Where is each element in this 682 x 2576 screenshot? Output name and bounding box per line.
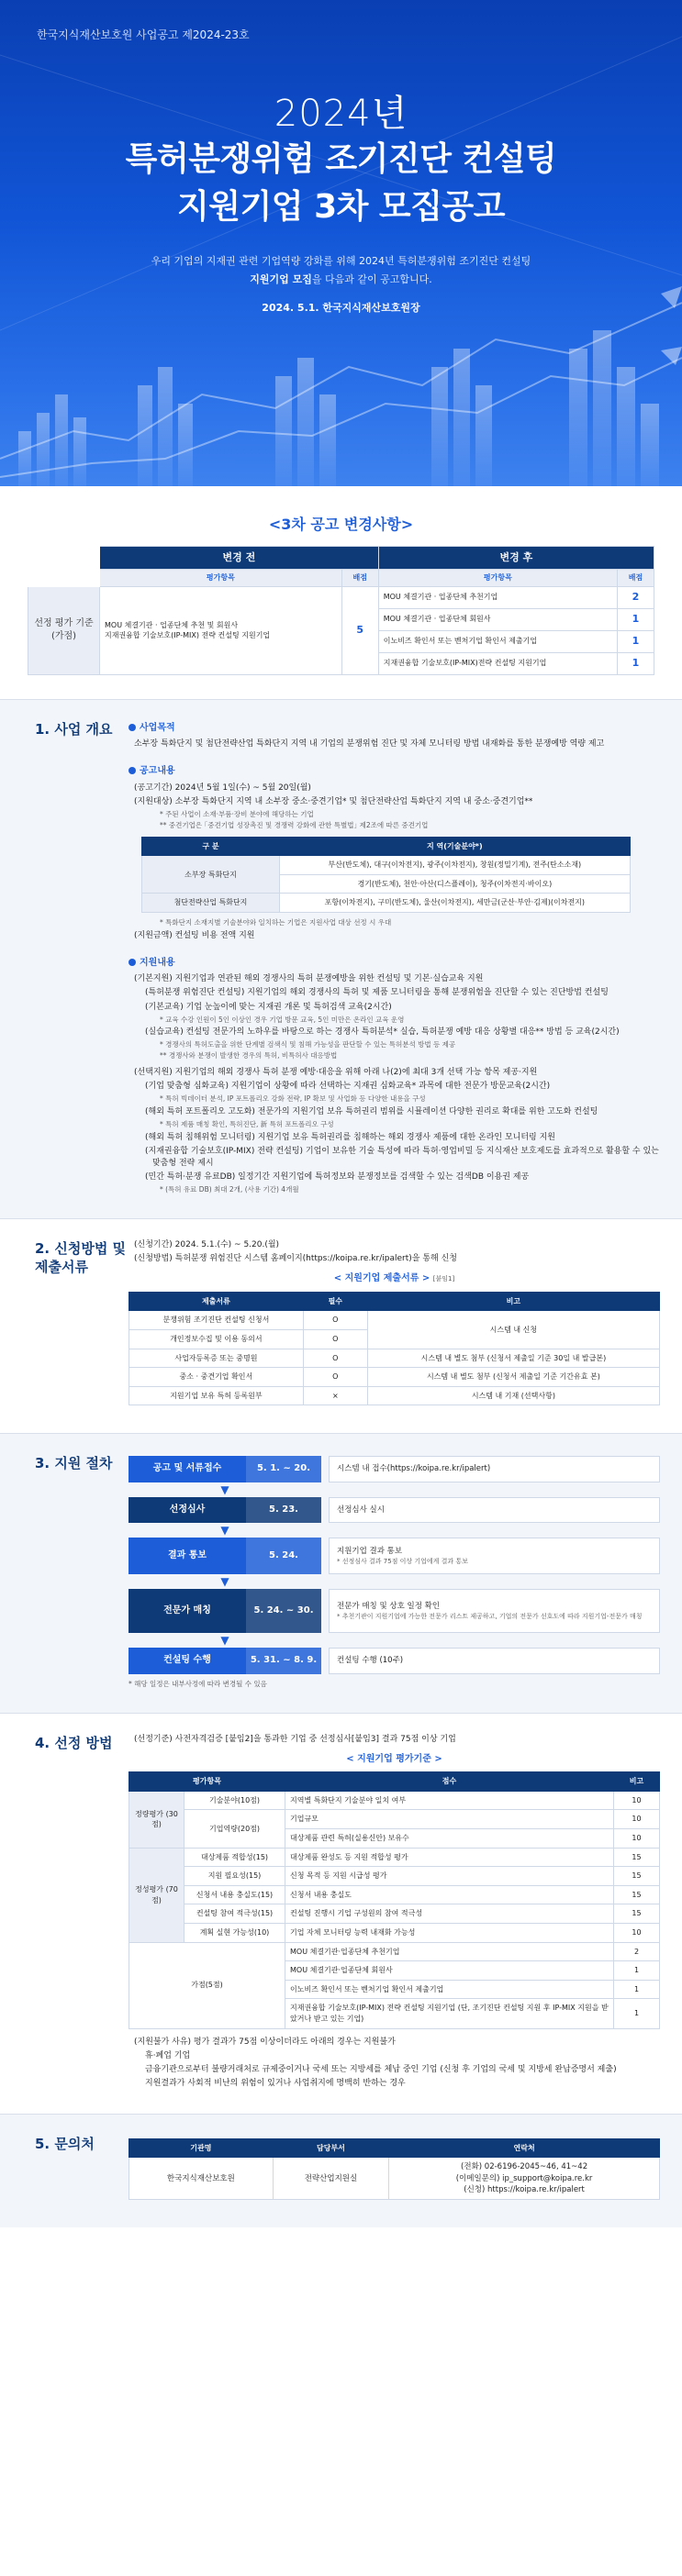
section-label: 5. 문의처 — [35, 2135, 95, 2152]
hero-lead-rest: 을 다음과 같이 공고합니다. — [311, 272, 432, 285]
table-cell: 1 — [614, 1999, 660, 2028]
subheading-text: 공고내용 — [140, 766, 175, 777]
arrow-down-icon: ▼ — [220, 1482, 229, 1496]
after-item: MOU 체결기관 · 업종단체 추천기업 — [378, 586, 617, 608]
col-item: 평가항목 — [378, 570, 617, 587]
table-cell: 이노비즈 확인서 또는 벤처기업 확인서 제출기업 — [285, 1980, 614, 1999]
table-cell: O — [303, 1329, 367, 1349]
table-header: 지 역(기술분야*) — [280, 837, 631, 856]
contact-phone: (전화) 02-6196-2045~46, 41~42 — [461, 2162, 588, 2172]
table-cell: 지원기업 보유 특허 등록원부 — [129, 1386, 304, 1405]
caption-text: < 지원기업 제출서류 > — [333, 1273, 430, 1284]
list-item: (지재권융합 기술보호(IP-MIX) 전략 컨설팅) 기업이 보유한 기술 특성에 따라 특허·영업비밀 등 지식재산 보호제도를 효과적으로 활용할 수 있는 맞춤형 전략 제시 — [145, 1147, 659, 1169]
table-cell: 기업규모 — [285, 1810, 614, 1829]
table-header: 필수 — [303, 1292, 367, 1311]
contact-org: 한국지식재산보호원 — [129, 2158, 274, 2200]
after-item: 이노비즈 확인서 또는 벤처기업 확인서 제출기업 — [378, 630, 617, 652]
step-date: 5. 31. ~ 8. 9. — [246, 1648, 321, 1674]
table-cell: 사업자등록증 또는 중명원 — [129, 1349, 304, 1368]
table-cell: 정량평가 (30점) — [129, 1791, 184, 1848]
arrow-down-icon: ▼ — [220, 1634, 229, 1648]
table-caption — [129, 1272, 660, 1286]
table-cell: 신청서 내용 충실도 — [285, 1885, 614, 1904]
purpose-text: 소부장 특화단지 및 첨단전략산업 특화단지 지역 내 기업의 분쟁위험 진단 및 자체 모니터링 방법 내재화를 통한 분쟁예방 역량 제고 — [134, 739, 605, 749]
table-header: 비고 — [367, 1292, 659, 1311]
notice-amount: (지원금액) 컨설팅 비용 전액 지원 — [134, 930, 255, 940]
contact-info — [389, 2158, 660, 2200]
note: * 해당 일정은 내부사정에 따라 변경될 수 있음 — [129, 1679, 267, 1688]
after-item: MOU 체결기관 · 업종단체 회원사 — [378, 608, 617, 630]
table-header: 연락처 — [389, 2138, 660, 2158]
table-cell: 시스템 내 별도 첨부 (신청서 제출일 기준 기간유효 본) — [367, 1368, 659, 1387]
note: * 교육 수강 인원이 5인 이상인 경우 기업 방문 교육, 5인 미만은 온라인 교육 운영 — [160, 1015, 405, 1024]
table-cell: 10 — [614, 1791, 660, 1810]
row-head: 선정 평가 기준 (가점) — [28, 586, 100, 674]
section-application — [0, 1218, 682, 1433]
section-procedure — [0, 1433, 682, 1712]
list-item: (해외 특허 침해위험 모니터링) 지원기업 보유 특허권리를 침해하는 해외 경쟁사 제품에 대한 온라인 모니터링 지원 — [145, 1133, 556, 1143]
before-score: 5 — [341, 586, 378, 674]
note: ** 경쟁사와 분쟁이 발생한 경우의 특허, 비특허사 대응방법 — [160, 1051, 338, 1060]
after-score: 2 — [618, 586, 654, 608]
contact-link[interactable]: (신청) https://koipa.re.kr/ipalert — [464, 2184, 585, 2194]
process-step — [129, 1589, 660, 1633]
note: ** 중견기업은 ｢중견기업 성장촉진 및 경쟁력 강화에 관한 특별법｣ 제2조에 따른 중견기업 — [160, 820, 429, 829]
before-item: MOU 체결기관 · 업종단체 추천 및 회원사 — [105, 620, 239, 629]
contact-email[interactable]: (이메일문의) ip_support@koipa.re.kr — [455, 2173, 593, 2183]
table-cell: 부산(반도체), 대구(이차전지), 광주(이차전지), 창원(정밀기계), 전주(탄소소재) — [280, 856, 631, 875]
step-name: 결과 통보 — [167, 1550, 207, 1561]
hero-date: 2024. 5.1. 한국지식재산보호원장 — [262, 302, 420, 314]
table-cell: MOU 체결기관·업종단체 추천기업 — [285, 1942, 614, 1961]
table-cell: 대상제품 완성도 등 지원 적합성 평가 — [285, 1848, 614, 1867]
basic-support: (기본지원) 지원기업과 연관된 해외 경쟁사의 특허 분쟁예방을 위한 컨설팅 및 기본·실습교육 지원 — [134, 974, 484, 984]
table-cell: 15 — [614, 1904, 660, 1924]
table-cell: 분쟁위험 조기진단 컨설팅 신청서 — [129, 1311, 304, 1330]
step-desc: 시스템 내 접수(https://koipa.re.kr/ipalert) — [337, 1464, 491, 1474]
table-header: 구 분 — [142, 837, 280, 856]
table-cell: 계획 실현 가능성(10) — [184, 1924, 285, 1943]
list-item: 지원결과가 사회적 비난의 위험이 있거나 사업취지에 명백히 반하는 경우 — [145, 2078, 406, 2088]
table-cell: 지역별 특화단지 기술분야 일치 여부 — [285, 1791, 614, 1810]
step-desc: 선정심사 실시 — [337, 1505, 385, 1515]
table-cell: 10 — [614, 1829, 660, 1849]
caption-ref: [붙임1] — [432, 1275, 455, 1283]
list-item: (기본교육) 기업 눈높이에 맞는 지재권 개론 및 특허검색 교육(2시간) — [145, 1002, 392, 1012]
notice-number: 한국지식재산보호원 사업공고 제2024-23호 — [37, 28, 250, 41]
notice-target: (지원대상) 소부장 특화단지 지역 내 소부장 중소·중견기업* 및 첨단전략산업 특화단지 지역 내 중소·중견기업** — [134, 796, 533, 806]
step-desc: 컨설팅 수행 (10주) — [337, 1656, 404, 1666]
documents-table — [129, 1292, 660, 1406]
table-cell: O — [303, 1368, 367, 1387]
table-header: 평가항목 — [129, 1772, 285, 1792]
contact-table — [129, 2138, 660, 2201]
table-cell: 대상제품 관련 특허(실용신안) 보유수 — [285, 1829, 614, 1849]
note: * 특허 제품 매칭 확인, 특허진단, 新 특허 포트폴리오 구성 — [160, 1120, 334, 1129]
notice-period: (공고기간) 2024년 5월 1일(수) ~ 5월 20일(월) — [134, 783, 311, 793]
table-cell: 대상제품 적합성(15) — [184, 1848, 285, 1867]
note: * 특화단지 소재지별 기술분야와 일치하는 기업은 지원사업 대상 선정 시 우대 — [160, 917, 392, 927]
evaluation-table — [129, 1771, 660, 2028]
section-label: 2. 신청방법 및 제출서류 — [35, 1240, 127, 1276]
col-score: 배점 — [618, 570, 654, 587]
table-cell: 지재권융합 기술보호(IP-MIX) 전략 컨설팅 지원기업 (단, 조기진단 컨설팅 지원 후 IP-MIX 지원을 받았거나 받고 있는 기업) — [285, 1999, 614, 2028]
table-cell: 중소 · 중견기업 확인서 — [129, 1368, 304, 1387]
select-support: (선택지원) 지원기업의 해외 경쟁사 특허 분쟁 예방·대응을 위해 아래 나(2)에 최대 3개 선택 가능 항목 제공·지원 — [134, 1068, 538, 1078]
step-desc: 지원기업 결과 통보 — [337, 1547, 403, 1557]
note: * 특허 빅데이터 분석, IP 포트폴리오 강화 전략, IP 확보 및 사업화 등 다양한 내용을 구성 — [160, 1094, 426, 1104]
step-desc: 전문가 매칭 및 상호 일정 확인 — [337, 1602, 441, 1612]
section-overview — [0, 699, 682, 1218]
col-score: 배점 — [341, 570, 378, 587]
table-caption: < 지원기업 평가기준 > — [346, 1753, 442, 1764]
table-cell: 신청서 내용 충실도(15) — [184, 1885, 285, 1904]
hero-lead-line1: 우리 기업의 지재권 관련 기업역량 강화를 위해 2024년 특허분쟁위험 조기진단 컨설팅 — [151, 255, 531, 267]
section-contact — [0, 2114, 682, 2228]
bullet-dot-icon — [129, 959, 136, 966]
bullet-dot-icon — [129, 724, 136, 731]
section-selection — [0, 1713, 682, 2114]
hero-background-graphic — [0, 0, 682, 486]
table-cell: 지원 필요성(15) — [184, 1867, 285, 1886]
table-cell: 포항(이차전지), 구미(반도체), 울산(이차전지), 세만금(군산·부안·김제)(이차전지) — [280, 894, 631, 913]
change-table — [28, 546, 654, 675]
table-cell: 신청 목적 등 지원 시급성 평가 — [285, 1867, 614, 1886]
arrow-down-icon: ▼ — [220, 1524, 229, 1538]
list-item: (기업 맞춤형 심화교육) 지원기업이 상황에 따라 선택하는 지재권 심화교육* 과목에 대한 전문가 방문교육(2시간) — [145, 1082, 551, 1092]
table-cell: × — [303, 1386, 367, 1405]
table-cell: 15 — [614, 1848, 660, 1867]
step-date: 5. 24. — [246, 1538, 321, 1574]
after-score: 1 — [618, 652, 654, 674]
bullet-dot-icon — [129, 767, 136, 774]
table-cell: 1 — [614, 1961, 660, 1981]
limit-heading: (지원불가 사유) 평가 결과가 75점 이상이더라도 아래의 경우는 지원불가 — [134, 2037, 396, 2047]
table-cell: O — [303, 1349, 367, 1368]
step-date: 5. 23. — [246, 1497, 321, 1524]
table-cell: 15 — [614, 1867, 660, 1886]
table-cell: 1 — [614, 1980, 660, 1999]
step-name: 선정심사 — [169, 1504, 206, 1515]
change-after-header: 변경 후 — [378, 547, 654, 570]
list-item: (해외 특허 포트폴리오 고도화) 전문가의 지원기업 보유 특허권리 범위를 시뮬레이션 다양한 권리로 확대를 위한 고도화 컨설팅 — [145, 1107, 598, 1117]
note: * 경쟁사의 특허도출을 위한 단계별 검색식 및 침해 가능성을 판단할 수 있는 특허분석 방법 등 제공 — [160, 1040, 456, 1049]
step-date: 5. 24. ~ 30. — [246, 1589, 321, 1633]
table-cell: 10 — [614, 1810, 660, 1829]
hero-year: 2024년 — [274, 93, 408, 135]
table-cell: 시스템 내 기재 (선택사항) — [367, 1386, 659, 1405]
before-items — [100, 586, 342, 674]
table-cell: 2 — [614, 1942, 660, 1961]
list-item: 금융기관으로부터 불량거래처로 규제중이거나 국세 또는 지방세를 체납 중인 기업 (신청 후 기업의 국세 및 지방세 완납증명서 제출) — [145, 2064, 617, 2074]
change-before-header: 변경 전 — [100, 547, 379, 570]
after-score: 1 — [618, 608, 654, 630]
subheading-purpose — [129, 722, 660, 736]
table-cell: O — [303, 1311, 367, 1330]
table-header: 비고 — [614, 1772, 660, 1792]
before-item: 지재권융합 기술보호(IP-MIX) 전략 컨설팅 지원기업 — [105, 631, 271, 640]
table-header: 담당부서 — [273, 2138, 388, 2158]
section-label: 1. 사업 개요 — [35, 720, 113, 738]
step-date: 5. 1. ~ 20. — [246, 1456, 321, 1482]
region-table — [141, 837, 631, 913]
step-name: 공고 및 서류접수 — [152, 1463, 222, 1474]
process-step — [129, 1497, 660, 1524]
table-cell: 10 — [614, 1924, 660, 1943]
table-cell: 컨설팅 참여 적극성(15) — [184, 1904, 285, 1924]
hero-title-line1: 특허분쟁위험 조기진단 컨설팅 — [125, 140, 557, 178]
process-step — [129, 1456, 660, 1482]
table-cell: 기업 자체 모니터링 능력 내재화 가능성 — [285, 1924, 614, 1943]
section-label: 3. 지원 절차 — [35, 1455, 113, 1472]
table-cell: 개인정보수집 및 이용 동의서 — [129, 1329, 304, 1349]
table-header: 제출서류 — [129, 1292, 304, 1311]
col-item: 평가항목 — [100, 570, 342, 587]
list-item: (실습교육) 컨설팅 전문가의 노하우를 바탕으로 하는 경쟁사 특허분석* 실습, 특허분쟁 예방 대응 상황별 대응** 방법 등 교육(2시간) — [145, 1027, 620, 1038]
table-cell: 소부장 특화단지 — [142, 856, 280, 894]
hero-lead-bold: 지원기업 모집 — [250, 272, 312, 285]
hero-lead-line2 — [0, 271, 682, 289]
step-sub: * 추천기관이 지원기업에 가능한 전문가 리스트 제공하고, 기업의 전문가 선호도에 따라 지원기업-전문가 매칭 — [337, 1613, 643, 1621]
subheading-notice — [129, 765, 660, 779]
apply-method: (신청방법) 특허분쟁 위험진단 시스템 홈페이지(https://koipa.re.kr/ipalert)을 통해 신청 — [134, 1254, 457, 1264]
table-cell: 경기(반도체), 천안·아산(디스플레이), 청주(이차전지·바이오) — [280, 874, 631, 894]
subheading-text: 사업목적 — [140, 722, 175, 733]
table-cell: 시스템 내 신청 — [367, 1311, 659, 1349]
table-header: 점수 — [285, 1772, 614, 1792]
table-cell: 15 — [614, 1885, 660, 1904]
table-cell: 첨단전략산업 특화단지 — [142, 894, 280, 913]
change-title: <3차 공고 변경사항> — [268, 516, 414, 533]
hero-banner — [0, 0, 682, 486]
section-label: 4. 선정 방법 — [35, 1734, 113, 1751]
contact-dept: 전략산업지원실 — [273, 2158, 388, 2200]
table-cell: 시스템 내 별도 첨부 (신청서 제출일 기준 30일 내 발급본) — [367, 1349, 659, 1368]
selection-intro: (선정기준) 사전자격검증 [붙임2]을 통과한 기업 중 선정심사[붙임3] 결과 75점 이상 기업 — [134, 1734, 456, 1744]
after-item: 지재권융합 기술보호(IP-MIX)전략 컨설팅 지원기업 — [378, 652, 617, 674]
table-cell: 컨설팅 진행시 기업 구성원의 참여 적극성 — [285, 1904, 614, 1924]
note: * 주된 사업이 소재·부품·장비 분야에 해당하는 기업 — [160, 809, 314, 818]
table-header: 기관명 — [129, 2138, 274, 2158]
process-step — [129, 1648, 660, 1674]
table-cell: 가점(5점) — [129, 1942, 285, 2028]
step-sub: * 선정심사 결과 75점 이상 기업에게 결과 통보 — [337, 1558, 468, 1566]
step-name: 컨설팅 수행 — [163, 1655, 211, 1666]
arrow-down-icon: ▼ — [220, 1575, 229, 1589]
subheading-text: 지원내용 — [140, 957, 175, 968]
process-step — [129, 1538, 660, 1574]
after-score: 1 — [618, 630, 654, 652]
table-cell: 정성평가 (70점) — [129, 1848, 184, 1942]
apply-period: (신청기간) 2024. 5.1.(수) ~ 5.20.(월) — [134, 1240, 280, 1250]
table-cell: MOU 체결기관·업종단체 회원사 — [285, 1961, 614, 1981]
list-item: (특허분쟁 위험진단 컨설팅) 지원기업의 해외 경쟁사의 특허 및 제품 모니터링을 통해 분쟁위험을 진단할 수 있는 진단방법 컨설팅 — [145, 988, 609, 998]
note: * (특허 유료 DB) 최대 2개, (사용 기간) 4개월 — [160, 1185, 299, 1194]
change-summary — [0, 486, 682, 699]
hero-title-line2: 지원기업 3차 모집공고 — [176, 188, 506, 226]
step-name: 전문가 매칭 — [163, 1605, 211, 1616]
subheading-content — [129, 957, 660, 971]
hero-lead — [0, 252, 682, 289]
list-item: 휴·폐업 기업 — [145, 2050, 191, 2060]
table-cell: 기업역량(20점) — [184, 1810, 285, 1848]
list-item: (민간 특허·분쟁 유료DB) 일정기간 지원기업에 특허정보와 분쟁정보를 검색할 수 있는 검색DB 이용권 제공 — [145, 1172, 530, 1183]
table-cell: 기술분야(10점) — [184, 1791, 285, 1810]
